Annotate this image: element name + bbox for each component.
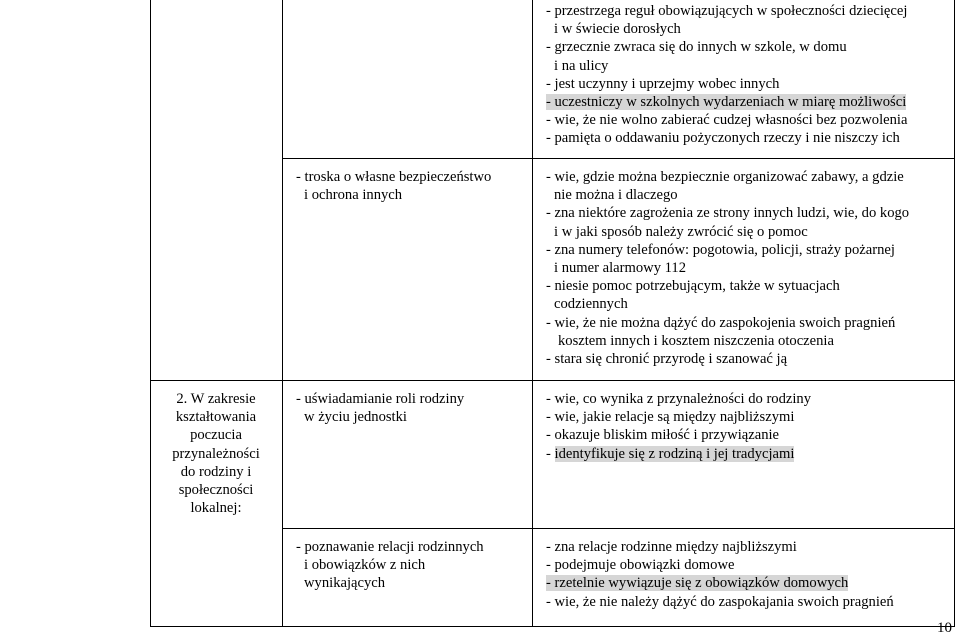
list-item: - jest uczynny i uprzejmy wobec innych (546, 75, 780, 92)
list-item: codziennych (554, 296, 628, 313)
list-item: i w świecie dorosłych (554, 21, 681, 38)
list-item: - zna relacje rodzinne między najbliższymi (546, 539, 797, 555)
highlighted-text: - uczestniczy w szkolnych wydarzeniach w miarę możliwości (546, 94, 907, 111)
list-item: i na ulicy (554, 57, 609, 74)
topic-safety (296, 168, 491, 204)
list-item: - zna numery telefonów: pogotowia, policji, straży pożarnej (546, 241, 895, 258)
list-item: - podejmuje obowiązki domowe (546, 557, 735, 574)
heading-line: poczucia (190, 427, 242, 444)
heading-line: lokalnej: (190, 500, 242, 517)
table-border-right (954, 0, 955, 627)
topic-line: wynikających (304, 575, 386, 592)
list-item: i numer alarmowy 112 (554, 260, 686, 277)
top-outcomes-list (546, 2, 907, 148)
row-divider-3 (282, 528, 955, 529)
topic-line: i obowiązków z nich (304, 557, 426, 574)
list-item: - wie, gdzie można bezpiecznie organizować zabawy, a gdzie (546, 169, 904, 185)
heading-line: 2. W zakresie (176, 391, 256, 407)
section-2-heading (153, 390, 279, 517)
row-divider-2 (150, 380, 955, 381)
list-item: - wie, że nie wolno zabierać cudzej własności bez pozwolenia (546, 112, 908, 129)
list-item: - stara się chronić przyrodę i szanować ją (546, 351, 788, 368)
list-item: - niesie pomoc potrzebującym, także w sytuacjach (546, 278, 840, 295)
heading-line: do rodziny i (180, 463, 252, 480)
topic-line: w życiu jednostki (304, 409, 407, 426)
list-bullet: - (546, 445, 555, 462)
highlighted-text: identyfikuje się z rodziną i jej tradycjami (554, 445, 795, 462)
list-item: - przestrzega reguł obowiązujących w społeczności dziecięcej (546, 3, 908, 19)
outcomes-family-role (546, 390, 811, 463)
list-item: - zna niektóre zagrożenia ze strony innych ludzi, wie, do kogo (546, 205, 910, 222)
heading-line: przynależności (172, 445, 260, 462)
list-item (546, 445, 811, 463)
list-item: i w jaki sposób należy zwrócić się o pomoc (554, 223, 808, 240)
table-divider-col1 (282, 0, 283, 627)
table-divider-col2 (532, 0, 533, 627)
topic-family-role (296, 390, 464, 426)
list-item: - okazuje bliskim miłość i przywiązanie (546, 427, 780, 444)
topic-line: - troska o własne bezpieczeństwo (296, 169, 492, 185)
topic-line: i ochrona innych (304, 187, 403, 204)
table-border-bottom (150, 626, 955, 627)
list-item: nie można i dlaczego (554, 187, 678, 204)
page-number: 10 (937, 620, 952, 636)
list-item: - wie, co wynika z przynależności do rodziny (546, 391, 812, 407)
topic-line: - uświadamianie roli rodziny (296, 391, 465, 407)
list-item: - wie, że nie należy dążyć do zaspokajania swoich pragnień (546, 593, 894, 610)
table-border-left (150, 0, 151, 627)
heading-line: kształtowania (175, 409, 257, 426)
list-item: - wie, jakie relacje są między najbliższymi (546, 409, 795, 426)
row-divider-1 (282, 158, 955, 159)
list-item (546, 93, 907, 111)
heading-line: społeczności (178, 482, 254, 499)
outcomes-safety (546, 168, 909, 368)
topic-line: - poznawanie relacji rodzinnych (296, 539, 484, 555)
topic-family-relations (296, 538, 484, 593)
highlighted-text: - rzetelnie wywiązuje się z obowiązków domowych (546, 575, 849, 592)
list-item: kosztem innych i kosztem niszczenia otoczenia (558, 332, 834, 349)
list-item: - wie, że nie można dążyć do zaspokojenia swoich pragnień (546, 314, 896, 331)
list-item (546, 574, 894, 592)
list-item: - pamięta o oddawaniu pożyczonych rzeczy i nie niszczy ich (546, 130, 900, 147)
outcomes-family-relations (546, 538, 894, 611)
list-item: - grzecznie zwraca się do innych w szkole, w domu (546, 39, 847, 56)
